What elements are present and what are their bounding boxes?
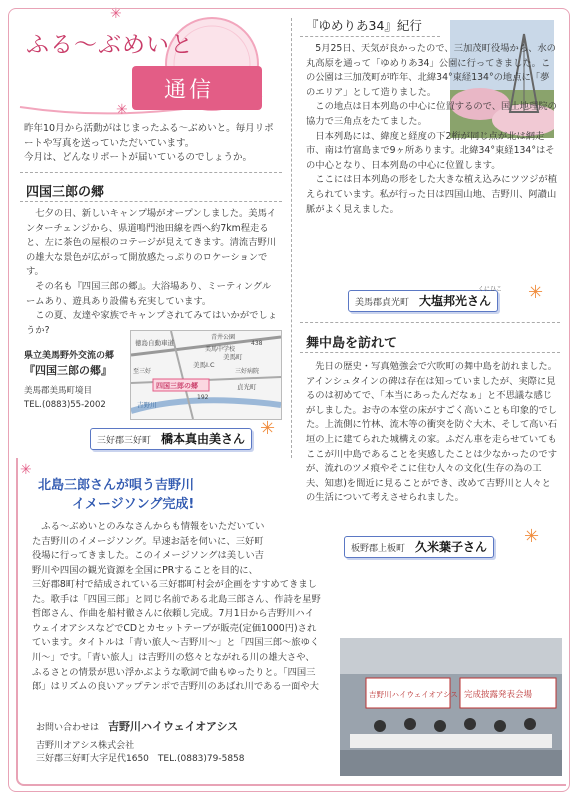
sparkle-icon: ✳ [110,6,122,22]
signature-place: 美馬郡貞光町 [355,298,410,308]
song-title [38,476,194,514]
yumeria-body: 5月25日、天気が良かったので、三加茂町役場から、水の丸高原を通って「ゆめりあ34」公園に行ってきました。この公園は三加茂町が昨年、北緯34°東経134°の地点に「夢のエリア」として造りました。 この地点は日本列島の中心に位置するので、国土地理院の協力で三角点をたてました。 日本列島には、緯度と経度の下2桁が同じ点が北は網走市、南は竹富島まで9ヶ所あります。北緯34°東経134°はその中心となり、日本列島の中心に位置します。 ここには日本列島の形をした大きな植え込みにツツジが植えられています。私が行った日は四国山地、吉野川、阿讃山脈がよく見えました。 [306,43,558,215]
facility-tel: TEL.(0883)55-2002 [24,400,106,410]
signature-place: 三好郡三好町 [97,436,152,446]
song-title-line2: イメージソング完成! [72,497,195,512]
map-label: 美馬中学校 [205,346,236,353]
sparkle-icon: ✳ [20,462,32,478]
signature-ruby: くにひこ [478,286,503,293]
header-title: ふる〜ぶめいと [26,32,194,58]
map-label: 美馬町 [223,353,243,361]
map-label: 438 [251,340,263,347]
facility-org: 県立美馬野外交流の郷 [24,351,115,361]
header-intro: 昨年10月から活動がはじまったふる〜ぶめいと。毎月リポートや写真を送っていただいています。 今月は、どんなリポートが届いているのでしょうか。 [24,123,274,164]
contact-tel: TEL.(0883)79-5858 [157,754,245,764]
shikoku-title: 四国三郎の郷 [26,185,105,200]
contact-company: 吉野川オアシス株式会社 [36,741,135,751]
shikoku-body: 七夕の日、新しいキャンプ場がオープンしました。美馬インターチェンジから、県道鳴門池田線を西へ約7km程走ると、左に茶色の屋根のコテージが見えてきます。清流吉野川の雄大な景色が広がって開放感たっぷりのロケーションです。 その名も『四国三郎の郷』。大浴場あり、ミーティングルームあり、遊具あり設備も充実しています。 この夏、友達や家族でキャンプされてみてはいかがでしょうか? [26,208,278,336]
song-body: 三好郡8町村で結成されている三好郡町村会が企画をすすめてきました。歌手は「四国三郎」と同じ名前である北島三郎さん、作詩を星野哲郎さん、作曲を船村徹さんに依頼し完成。7月1日から吉野川ハイウェイオアシスなどでCDとカセットテープが販売(定価1000円)されています。タイトルは「青い旅人〜吉野川〜」と「四国三郎〜旅ゆく川〜」です。「青い旅人」は吉野川の悠々とながれる川の雄大さや、ふるさとの情景が思い浮かぶような歌詞で曲もゆったりと。「四国三郎」はリズムの良いアップテンポで吉野川のあばれ川である一面や大 [32,579,321,692]
maijima-body: 先日の歴史・写真勉強会で穴吹町の舞中島を訪れました。アインシュタインの碑は存在は知っていましたが、実際に見るのは初めてで、「本当にあったんだなぁ」と不思議な感じがしました。お寺の本堂の床がすごく高いことも印象的でした。上流側に竹林、流木等の衝突を防ぐ大木、そして高い石垣の上に建てられた城構えの家。ふだん車を走らせていてもここが川中島であることを実感したことは少なかったのですが、流れのツメ痕やそこに住む人々の文化(生存の為の工夫、知恵)を間近に見ることができ、改めて吉野川と人々との生活について考えさせられました。 [306,361,558,504]
banner-right: 完成披露発表会場 [464,690,533,700]
map-label: 四国三郎の郷 [156,382,198,390]
contact-name: 吉野川ハイウェイオアシス [108,720,239,733]
facility-name: 『四国三郎の郷』 [24,364,112,377]
map-label: 美馬I.C [193,361,215,369]
banner-left: 吉野川ハイウェイオアシス [369,690,458,699]
sparkle-icon: ✳ [116,102,128,118]
contact-label: お問い合わせは [36,723,100,733]
header-subtitle: 通信 [164,78,215,103]
maijima-title: 舞中島を訪れて [306,336,398,351]
signature-name: 大塩邦光さん [419,294,492,308]
signature-place: 板野郡上板町 [351,544,406,554]
song-body-top: ふる〜ぶめいとのみなさんからも情報をいただいていた吉野川のイメージソング。早速お話を伺いに、三好町役場に行ってきました。このイメージソングは美しい吉野川や四国の観光資源を全国にPRすることを目的に、 [32,521,265,576]
event-photo [340,638,562,776]
map-label: 三好病院 [235,368,260,375]
sparkle-icon: ✳ [524,526,540,547]
contact-address-line [36,753,245,766]
map-label: 貞光町 [237,383,257,391]
sparkle-icon: ✳ [260,418,276,439]
contact-line [36,720,245,735]
song-title-line1: 北島三郎さんが唄う吉野川 [38,478,195,493]
sparkle-icon: ✳ [528,282,544,303]
map-label: 至三好 [133,368,152,375]
map-label: 吉野川 [137,401,157,409]
contact-address: 三好郡三好町大字足代1650 [36,754,149,764]
signature-name: 橋本真由美さん [161,432,246,446]
signature-name: 久米葉子さん [415,540,488,554]
facility-address: 美馬郡美馬町境目 [24,386,93,396]
map-label: 徳島自動車道 [135,339,174,347]
yumeria-title: 『ゆめりあ34』紀行 [306,18,422,33]
map-label: 青井公園 [211,334,236,341]
song-contact [36,720,245,766]
map-label: 192 [197,394,209,401]
